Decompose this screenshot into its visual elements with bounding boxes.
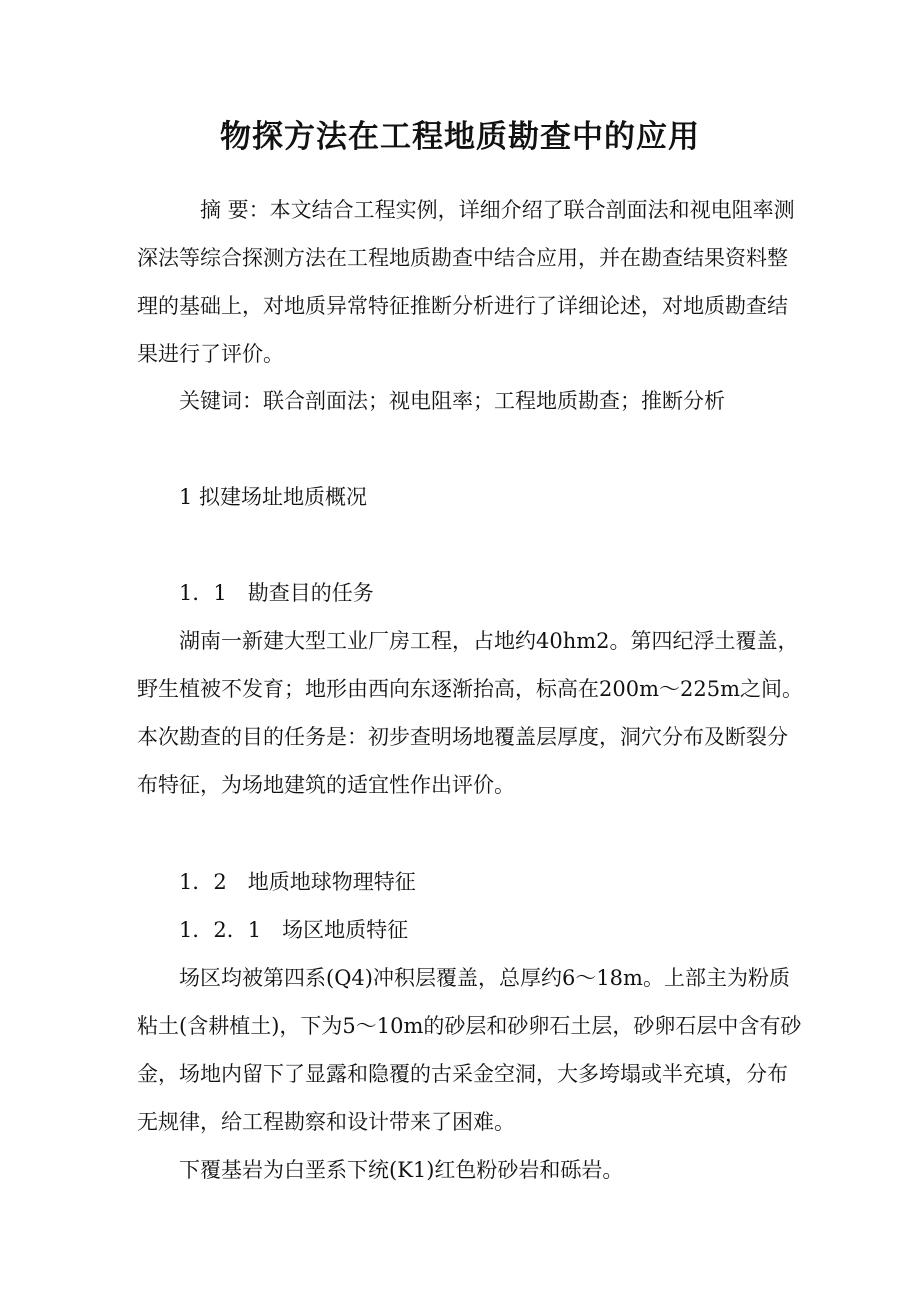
paragraph-1-2-1-a: 场区均被第四系(Q4)冲积层覆盖，总厚约6～18m。上部主为粉质粘土(含耕植土)，下为5～10m的砂层和砂卵石土层，砂卵石层中含有砂金，场地内留下了显露和隐覆的古采金空洞，大多垮塌或半充填，分布无规律，给工程勘察和设计带来了困难。	[137, 966, 802, 1134]
paragraph-1-1: 湖南一新建大型工业厂房工程，占地约40hm2。第四纪浮土覆盖，野生植被不发育；地形由西向东逐渐抬高，标高在200m～225m之间。本次勘查的目的任务是：初步查明场地覆盖层厚度，洞穴分布及断裂分布特征，为场地建筑的适宜性作出评价。	[137, 629, 803, 797]
section-heading-1-2-1: 1．2．1 场区地质特征	[179, 918, 409, 942]
document-title: 物探方法在工程地质勘查中的应用	[220, 119, 700, 155]
paragraph-1-2-1-b: 下覆基岩为白垩系下统(K1)红色粉砂岩和砾岩。	[179, 1158, 624, 1182]
keywords-line: 关键词：联合剖面法；视电阻率；工程地质勘查；推断分析	[179, 389, 725, 413]
section-heading-1-2: 1．2 地质地球物理特征	[179, 870, 416, 894]
abstract-paragraph: 摘 要：本文结合工程实例，详细介绍了联合剖面法和视电阻率测深法等综合探测方法在工程地质勘查中结合应用，并在勘查结果资料整理的基础上，对地质异常特征推断分析进行了详细论述，对地质勘查结果进行了评价。	[137, 198, 795, 366]
section-heading-1-1: 1．1 勘查目的任务	[179, 581, 374, 605]
section-heading-1: 1 拟建场址地质概况	[179, 485, 368, 509]
